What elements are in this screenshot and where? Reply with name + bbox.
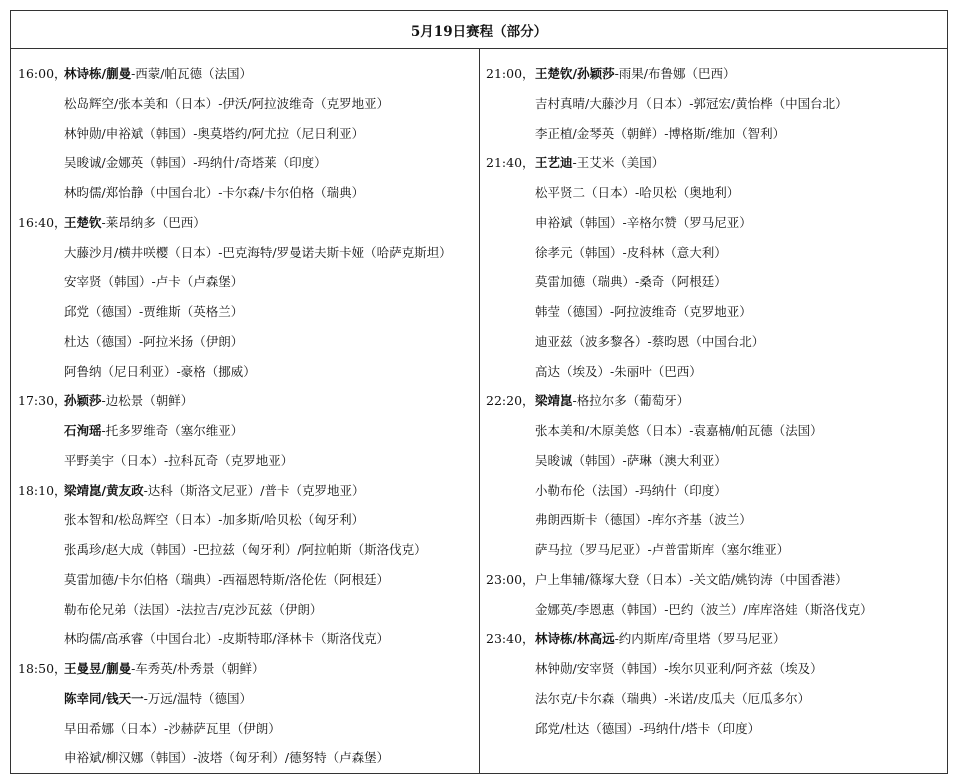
match-time: 16:40， xyxy=(18,214,67,230)
match-players xyxy=(64,334,243,350)
match-players xyxy=(535,155,664,171)
opponent-text: -西蒙/帕瓦德（法国） xyxy=(131,66,253,81)
match-players xyxy=(535,126,785,142)
chinese-player-name: 王楚钦 xyxy=(64,214,102,230)
opponent-text: -万远/温特（德国） xyxy=(143,690,253,706)
match-players xyxy=(64,750,389,766)
match-players xyxy=(535,631,786,647)
opponent-text: 平野美宇（日本）-拉科瓦奇（克罗地亚） xyxy=(64,452,294,468)
opponent-text: 莫雷加德（瑞典）-桑奇（阿根廷） xyxy=(535,274,727,290)
match-players xyxy=(64,274,243,290)
opponent-text: -莱昂纳多（巴西） xyxy=(101,214,206,230)
opponent-text: -达科（斯洛文尼亚）/普卡（克罗地亚） xyxy=(143,482,365,498)
opponent-text: 松平贤二（日本）-哈贝松（奥地利） xyxy=(535,185,740,200)
match-players xyxy=(64,304,243,320)
match-players xyxy=(535,661,823,677)
match-players xyxy=(64,661,265,677)
chinese-player-name: 梁靖崑/黄友政 xyxy=(64,482,144,498)
left-column xyxy=(11,49,480,773)
opponent-text: 林昀儒/郑怡静（中国台北）-卡尔森/卡尔伯格（瑞典） xyxy=(64,185,365,200)
match-players xyxy=(535,215,752,231)
match-players xyxy=(64,691,252,707)
opponent-text: 勒布伦兄弟（法国）-法拉吉/克沙瓦兹（伊朗） xyxy=(64,601,323,617)
chinese-player-name: 孙颖莎 xyxy=(64,393,102,409)
match-players xyxy=(64,631,389,647)
match-players xyxy=(535,602,873,618)
match-time: 16:00， xyxy=(18,66,67,81)
match-players xyxy=(64,155,327,171)
opponent-text: -边松景（朝鲜） xyxy=(101,393,194,409)
opponent-text: 申裕斌/柳汉娜（韩国）-波塔（匈牙利）/德努特（卢森堡） xyxy=(64,750,390,766)
match-players xyxy=(64,66,252,82)
match-players xyxy=(535,721,760,737)
opponent-text: 张本美和/木原美悠（日本）-袁嘉楠/帕瓦德（法国） xyxy=(535,423,823,438)
opponent-text: 林钟勋/申裕斌（韩国）-奥莫塔约/阿尤拉（尼日利亚） xyxy=(64,125,365,141)
match-players xyxy=(535,185,739,201)
opponent-text: 弗朗西斯卡（德国）-库尔齐基（波兰） xyxy=(535,512,752,528)
match-players xyxy=(64,423,243,439)
opponent-text: 邱党（德国）-贾维斯（英格兰） xyxy=(64,304,244,319)
match-players xyxy=(535,542,789,558)
schedule-table xyxy=(10,10,948,774)
match-players xyxy=(64,364,256,380)
opponent-text: 高达（埃及）-朱丽叶（巴西） xyxy=(535,363,702,379)
opponent-text: 韩莹（德国）-阿拉波维奇（克罗地亚） xyxy=(535,304,752,319)
match-players xyxy=(64,126,364,142)
opponent-text: 金娜英/李恩惠（韩国）-巴约（波兰）/库库洛娃（斯洛伐克） xyxy=(535,601,873,617)
chinese-player-name: 王楚钦/孙颖莎 xyxy=(535,66,615,81)
opponent-text: 小勒布伦（法国）-玛纳什（印度） xyxy=(535,482,727,498)
match-players xyxy=(64,542,427,558)
match-players xyxy=(64,572,389,588)
opponent-text: 大藤沙月/横井咲樱（日本）-巴克海特/罗曼诺夫斯卡娅（哈萨克斯坦） xyxy=(64,244,452,260)
match-players xyxy=(64,453,293,469)
match-players xyxy=(535,304,752,320)
match-players xyxy=(64,602,322,618)
match-players xyxy=(535,572,848,588)
opponent-text: 林昀儒/高承睿（中国台北）-皮斯特耶/泽林卡（斯洛伐克） xyxy=(64,631,390,647)
match-players xyxy=(64,245,452,261)
opponent-text: 法尔克/卡尔森（瑞典）-米诺/皮瓜夫（厄瓜多尔） xyxy=(535,690,811,706)
opponent-text: -托多罗维奇（塞尔维亚） xyxy=(101,423,244,438)
match-players xyxy=(535,96,848,112)
chinese-player-name: 石洵瑶 xyxy=(64,423,102,438)
match-players xyxy=(535,364,702,380)
match-players xyxy=(535,453,727,469)
chinese-player-name: 陈幸同/钱天一 xyxy=(64,690,144,706)
schedule-title: 5月19日赛程（部分） xyxy=(11,11,947,49)
match-players xyxy=(64,393,193,409)
match-players xyxy=(535,334,764,350)
opponent-text: -格拉尔多（葡萄牙） xyxy=(572,393,690,409)
opponent-text: 吴晙诚（韩国）-萨琳（澳大利亚） xyxy=(535,452,727,468)
match-players xyxy=(64,721,281,737)
opponent-text: 阿鲁纳（尼日利亚）-豪格（挪威） xyxy=(64,363,256,379)
match-time: 21:00， xyxy=(486,66,535,81)
match-players xyxy=(535,691,810,707)
opponent-text: 林钟勋/安宰贤（韩国）-埃尔贝亚利/阿齐兹（埃及） xyxy=(535,661,823,676)
opponent-text: 松岛辉空/张本美和（日本）-伊沃/阿拉波维奇（克罗地亚） xyxy=(64,95,390,111)
match-players xyxy=(535,274,727,290)
opponent-text: 徐孝元（韩国）-皮科林（意大利） xyxy=(535,244,727,260)
match-players xyxy=(535,423,823,439)
match-players xyxy=(64,96,389,112)
match-players xyxy=(64,512,364,528)
match-time: 18:50， xyxy=(18,661,67,676)
opponent-text: 杜达（德国）-阿拉米扬（伊朗） xyxy=(64,333,244,349)
match-time: 23:40， xyxy=(486,631,535,647)
opponent-text: 早田希娜（日本）-沙赫萨瓦里（伊朗） xyxy=(64,720,281,736)
opponent-text: 吴晙诚/金娜英（韩国）-玛纳什/奇塔莱（印度） xyxy=(64,155,327,171)
match-players xyxy=(535,393,689,409)
opponent-text: 安宰贤（韩国）-卢卡（卢森堡） xyxy=(64,274,244,290)
chinese-player-name: 王曼昱/蒯曼 xyxy=(64,661,132,676)
opponent-text: 申裕斌（韩国）-辛格尔赞（罗马尼亚） xyxy=(535,214,752,230)
opponent-text: 迪亚兹（波多黎各）-蔡昀恩（中国台北） xyxy=(535,333,765,349)
match-time: 23:00， xyxy=(486,571,535,587)
opponent-text: 莫雷加德/卡尔伯格（瑞典）-西福恩特斯/洛伦佐（阿根廷） xyxy=(64,571,390,587)
chinese-player-name: 林诗栋/蒯曼 xyxy=(64,66,132,81)
opponent-text: -雨果/布鲁娜（巴西） xyxy=(614,66,736,81)
match-players xyxy=(64,215,206,231)
opponent-text: 邱党/杜达（德国）-玛纳什/塔卡（印度） xyxy=(535,720,761,736)
opponent-text: 吉村真晴/大藤沙月（日本）-郭冠宏/黄怡桦（中国台北） xyxy=(535,95,848,111)
match-players xyxy=(535,483,727,499)
match-players xyxy=(535,512,752,528)
chinese-player-name: 梁靖崑 xyxy=(535,393,573,409)
match-time: 18:10， xyxy=(18,482,67,498)
opponent-text: -车秀英/朴秀景（朝鲜） xyxy=(131,661,265,676)
opponent-text: -约内斯库/奇里塔（罗马尼亚） xyxy=(614,631,786,647)
match-players xyxy=(64,185,364,201)
chinese-player-name: 林诗栋/林高远 xyxy=(535,631,615,647)
opponent-text: 萨马拉（罗马尼亚）-卢普雷斯库（塞尔维亚） xyxy=(535,542,790,557)
match-time: 22:20， xyxy=(486,393,535,409)
right-column xyxy=(480,49,947,773)
opponent-text: -王艾米（美国） xyxy=(572,155,665,171)
match-time: 21:40， xyxy=(486,155,535,171)
opponent-text: 户上隼辅/篠塚大登（日本）-关文皓/姚钧涛（中国香港） xyxy=(535,571,848,587)
match-players xyxy=(535,66,736,82)
opponent-text: 李正植/金琴英（朝鲜）-博格斯/维加（智利） xyxy=(535,125,786,141)
opponent-text: 张禹珍/赵大成（韩国）-巴拉兹（匈牙利）/阿拉帕斯（斯洛伐克） xyxy=(64,542,427,557)
chinese-player-name: 王艺迪 xyxy=(535,155,573,171)
match-time: 17:30， xyxy=(18,393,67,409)
opponent-text: 张本智和/松岛辉空（日本）-加多斯/哈贝松（匈牙利） xyxy=(64,512,365,528)
match-players xyxy=(535,245,727,261)
match-players xyxy=(64,483,365,499)
